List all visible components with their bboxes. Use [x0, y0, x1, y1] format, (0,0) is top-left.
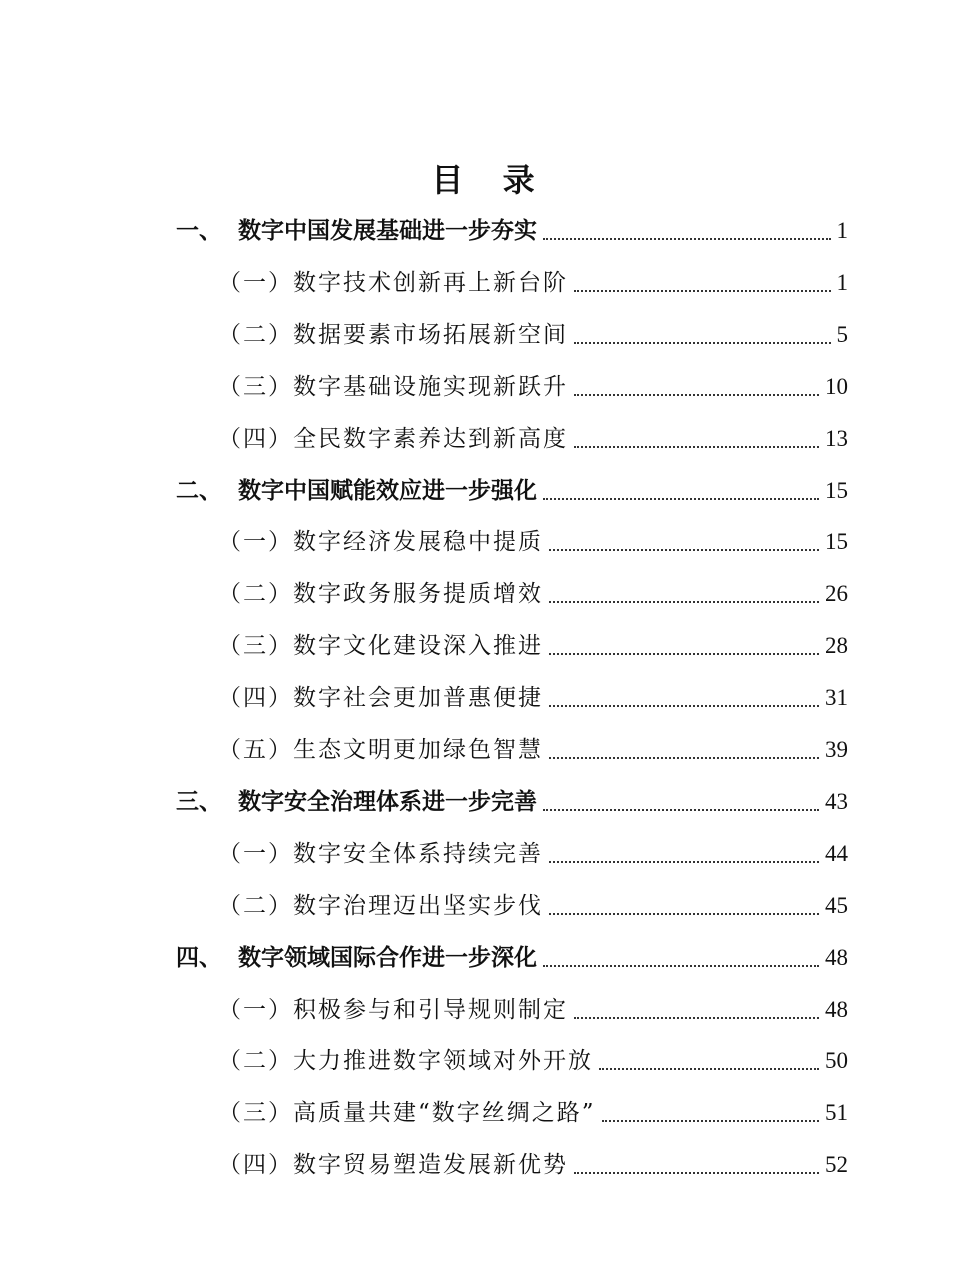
dot-leader [574, 1172, 819, 1174]
toc-entry-number: （一） [218, 997, 293, 1023]
toc-entry-number: （三） [218, 374, 293, 400]
toc-entry-title: 数字中国赋能效应进一步强化 [238, 478, 537, 504]
dot-leader [602, 1120, 819, 1122]
toc-subsection-entry [218, 1095, 848, 1131]
toc-subsection-entry [218, 421, 848, 457]
toc-entry-title: 数字安全治理体系进一步完善 [238, 789, 537, 815]
toc-entry-page-number: 43 [825, 789, 848, 814]
toc-entry-number: （二） [218, 893, 293, 919]
toc-entry-title: 高质量共建“数字丝绸之路” [293, 1100, 596, 1126]
toc-entry-title: 数字文化建设深入推进 [293, 633, 543, 659]
dot-leader [549, 601, 819, 603]
dot-leader [574, 446, 819, 448]
toc-subsection-entry [218, 317, 848, 353]
toc-entry-number: 四、 [176, 945, 222, 971]
toc-entry-title: 数字技术创新再上新台阶 [293, 270, 568, 296]
toc-entry-page-number: 26 [825, 581, 848, 606]
toc-entry-title: 数字经济发展稳中提质 [293, 529, 543, 555]
toc-entry-number: （四） [218, 685, 293, 711]
toc-subsection-entry [218, 888, 848, 924]
toc-entry-title: 数据要素市场拓展新空间 [293, 322, 568, 348]
toc-entry-number: （三） [218, 1100, 293, 1126]
dot-leader [599, 1068, 819, 1070]
toc-entry-number: （四） [218, 1152, 293, 1178]
dot-leader [549, 705, 819, 707]
toc-entry-title: 数字政务服务提质增效 [293, 581, 543, 607]
toc-entry-page-number: 51 [825, 1100, 848, 1125]
toc-entry-number: （二） [218, 1048, 293, 1074]
toc-entry-title: 全民数字素养达到新高度 [293, 426, 568, 452]
dot-leader [549, 549, 819, 551]
toc-subsection-entry [218, 732, 848, 768]
dot-leader [543, 238, 831, 240]
toc-subsection-entry [218, 265, 848, 301]
dot-leader [543, 965, 819, 967]
toc-entry-page-number: 5 [836, 322, 848, 347]
toc-subsection-entry [218, 992, 848, 1028]
toc-entry-page-number: 44 [825, 841, 848, 866]
toc-entry-title: 积极参与和引导规则制定 [293, 997, 568, 1023]
dot-leader [549, 653, 819, 655]
toc-subsection-entry [218, 369, 848, 405]
toc-entry-number: （二） [218, 322, 293, 348]
toc-entry-number: （三） [218, 633, 293, 659]
toc-section-entry [176, 213, 848, 249]
toc-section-entry [176, 784, 848, 820]
toc-entry-page-number: 31 [825, 685, 848, 710]
toc-entry-title: 大力推进数字领域对外开放 [293, 1048, 593, 1074]
toc-entry-title: 数字领域国际合作进一步深化 [238, 945, 537, 971]
toc-section-entry [176, 940, 848, 976]
toc-subsection-entry [218, 836, 848, 872]
toc-subsection-entry [218, 1147, 848, 1183]
toc-entry-number: 三、 [176, 789, 222, 815]
toc-subsection-entry [218, 680, 848, 716]
dot-leader [549, 757, 819, 759]
dot-leader [549, 913, 819, 915]
toc-entry-number: （一） [218, 529, 293, 555]
toc-subsection-entry [218, 524, 848, 560]
toc-entry-page-number: 28 [825, 633, 848, 658]
toc-entry-page-number: 48 [825, 997, 848, 1022]
dot-leader [574, 290, 831, 292]
toc-entry-number: （五） [218, 737, 293, 763]
toc-entry-title: 数字中国发展基础进一步夯实 [238, 218, 537, 244]
toc-entry-title: 数字基础设施实现新跃升 [293, 374, 568, 400]
page-title: 目 录 [431, 161, 549, 199]
dot-leader [549, 861, 819, 863]
toc-entry-page-number: 10 [825, 374, 848, 399]
toc-entry-number: （一） [218, 270, 293, 296]
dot-leader [543, 498, 819, 500]
toc-subsection-entry [218, 628, 848, 664]
toc-entry-number: （一） [218, 841, 293, 867]
toc-entry-title: 数字治理迈出坚实步伐 [293, 893, 543, 919]
toc-entry-page-number: 39 [825, 737, 848, 762]
dot-leader [574, 1017, 819, 1019]
toc-entry-number: （二） [218, 581, 293, 607]
dot-leader [574, 342, 831, 344]
toc-entry-title: 数字贸易塑造发展新优势 [293, 1152, 568, 1178]
toc-entry-title: 生态文明更加绿色智慧 [293, 737, 543, 763]
toc-entry-title: 数字社会更加普惠便捷 [293, 685, 543, 711]
dot-leader [543, 809, 819, 811]
toc-entry-page-number: 15 [825, 529, 848, 554]
toc-entry-number: （四） [218, 426, 293, 452]
toc-entry-page-number: 1 [836, 218, 848, 243]
toc-entry-page-number: 15 [825, 478, 848, 503]
toc-subsection-entry [218, 576, 848, 612]
toc-entry-number: 一、 [176, 218, 222, 244]
toc-entry-page-number: 1 [836, 270, 848, 295]
toc-entry-page-number: 52 [825, 1152, 848, 1177]
toc-subsection-entry [218, 1043, 848, 1079]
toc-entry-title: 数字安全体系持续完善 [293, 841, 543, 867]
toc-entry-page-number: 48 [825, 945, 848, 970]
toc-entry-page-number: 45 [825, 893, 848, 918]
toc-entry-page-number: 13 [825, 426, 848, 451]
toc-entry-page-number: 50 [825, 1048, 848, 1073]
toc-entry-number: 二、 [176, 478, 222, 504]
dot-leader [574, 394, 819, 396]
toc-section-entry [176, 473, 848, 509]
